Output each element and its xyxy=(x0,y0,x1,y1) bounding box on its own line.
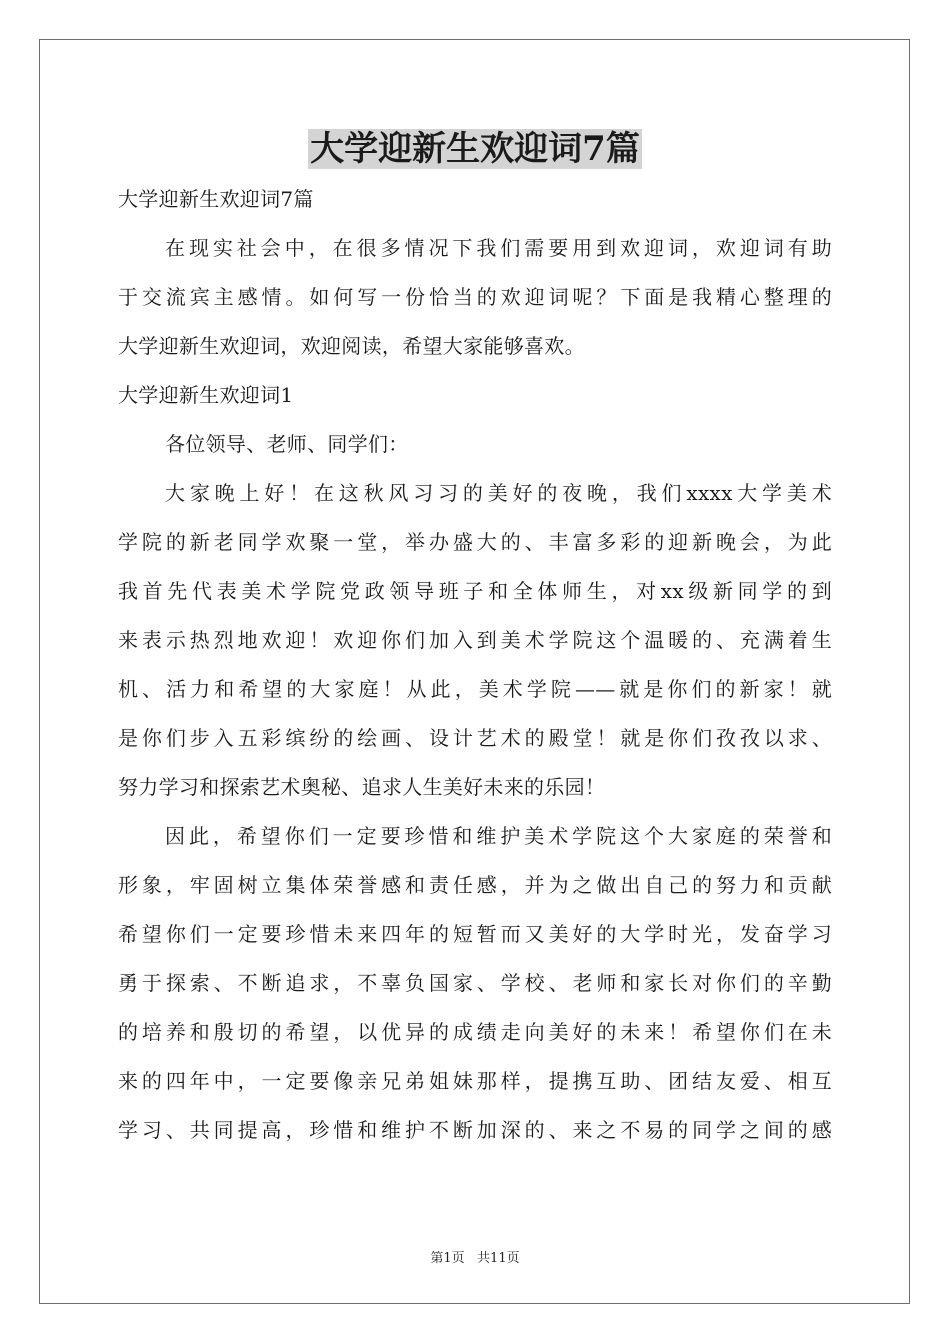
text-line: 因此，希望你们一定要珍惜和维护美术学院这个大家庭的荣誉和 xyxy=(165,824,832,848)
text-line: 的培养和殷切的希望，以优异的成绩走向美好的未来！希望你们在未 xyxy=(118,1020,832,1044)
text-line: 于交流宾主感情。如何写一份恰当的欢迎词呢？下面是我精心整理的 xyxy=(118,285,832,309)
document-body xyxy=(118,175,832,1155)
text-line: 大学迎新生欢迎词7篇 xyxy=(118,187,314,211)
text-line: 学习、共同提高，珍惜和维护不断加深的、来之不易的同学之间的感 xyxy=(118,1118,832,1142)
text-line: 努力学习和探索艺术奥秘、追求人生美好未来的乐园！ xyxy=(118,775,606,799)
text-line: 是你们步入五彩缤纷的绘画、设计艺术的殿堂！就是你们孜孜以求、 xyxy=(118,726,832,750)
text-line: 勇于探索、不断追求，不辜负国家、学校、老师和家长对你们的辛勤 xyxy=(118,971,832,995)
text-line: 学院的新老同学欢聚一堂，举办盛大的、丰富多彩的迎新晚会，为此 xyxy=(118,530,832,554)
text-line: 来的四年中，一定要像亲兄弟姐妹那样，提携互助、团结友爱、相互 xyxy=(118,1069,832,1093)
text-line: 大学迎新生欢迎词1 xyxy=(118,383,294,407)
text-line: 大家晚上好！在这秋风习习的美好的夜晚，我们xxxx大学美术 xyxy=(165,481,832,505)
document-title-text: 大学迎新生欢迎词7篇 xyxy=(310,129,640,169)
text-line: 在现实社会中，在很多情况下我们需要用到欢迎词，欢迎词有助 xyxy=(165,236,832,260)
page-footer xyxy=(0,1250,950,1268)
page-number: 第1页 共11页 xyxy=(430,1251,520,1266)
text-line: 各位领导、老师、同学们： xyxy=(165,432,409,456)
text-line: 形象，牢固树立集体荣誉感和责任感，并为之做出自己的努力和贡献 xyxy=(118,873,832,897)
text-line: 希望你们一定要珍惜未来四年的短暂而又美好的大学时光，发奋学习 xyxy=(118,922,832,946)
document-title xyxy=(0,126,950,172)
text-line: 我首先代表美术学院党政领导班子和全体师生，对xx级新同学的到 xyxy=(118,579,832,603)
text-line: 来表示热烈地欢迎！欢迎你们加入到美术学院这个温暖的、充满着生 xyxy=(118,628,832,652)
text-line: 机、活力和希望的大家庭！从此，美术学院——就是你们的新家！就 xyxy=(118,677,832,701)
text-line: 大学迎新生欢迎词，欢迎阅读，希望大家能够喜欢。 xyxy=(118,334,585,358)
